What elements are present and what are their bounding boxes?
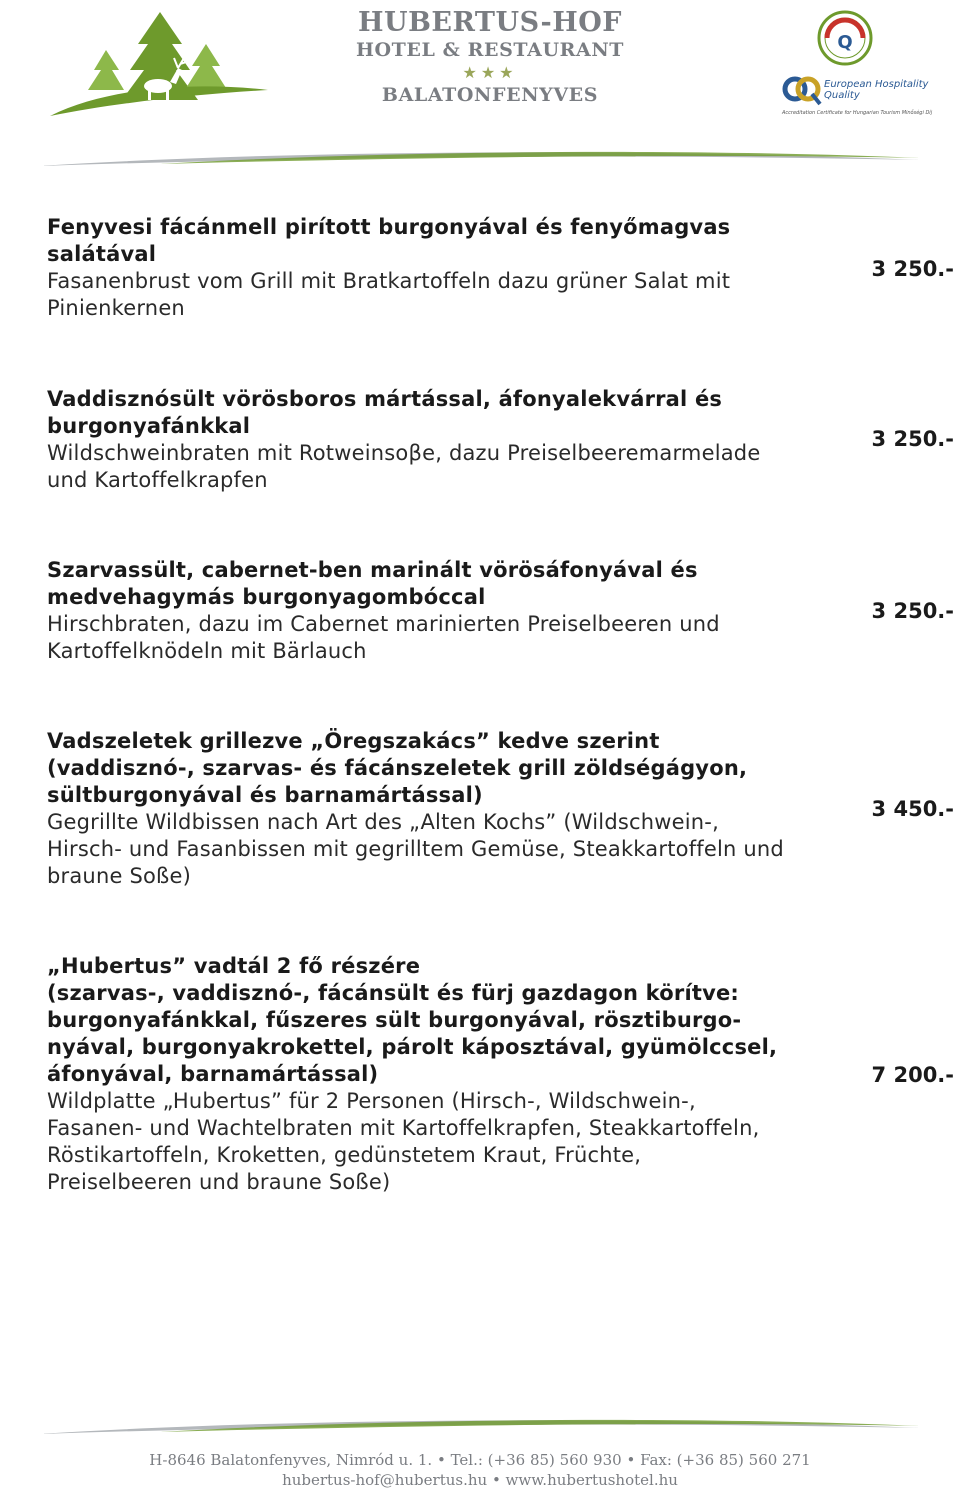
- dish-price: 3 250.-: [871, 257, 954, 281]
- dish-name-de: Hirschbraten, dazu im Cabernet marinierten Preiselbeeren und: [47, 612, 720, 636]
- european-hospitality-quality-badge: [782, 70, 942, 122]
- dish-name-de: Fasanenbrust vom Grill mit Bratkartoffeln dazu grüner Salat mit: [47, 269, 731, 293]
- dish-name-de: und Kartoffelkrapfen: [47, 468, 268, 492]
- dish-name-de: Wildplatte „Hubertus” für 2 Personen (Hirsch-, Wildschwein-,: [47, 1089, 696, 1113]
- forest-deer-logo: [40, 4, 280, 124]
- menu-item: [47, 953, 847, 1196]
- page-footer: [0, 1400, 960, 1494]
- web-contact-line[interactable]: hubertus-hof@hubertus.hu • www.hubertushotel.hu: [282, 1471, 678, 1489]
- dish-name-de: Hirsch- und Fasanbissen mit gegrilltem Gemüse, Steakkartoffeln und: [47, 837, 784, 861]
- dish-name-hu: salátával: [47, 242, 157, 266]
- dish-name-hu: Vadszeletek grillezve „Öregszakács” kedve szerint: [47, 729, 660, 753]
- dish-name-de: braune Soße): [47, 864, 191, 888]
- dish-name-hu: (vaddisznó-, szarvas- és fácánszeletek grill zöldségágyon,: [47, 756, 748, 780]
- svg-text:Q: Q: [837, 32, 853, 53]
- dish-name-de: Wildschweinbraten mit Rotweinsoβe, dazu Preiselbeeremarmelade: [47, 441, 761, 465]
- menu-item: [47, 728, 847, 890]
- dish-name-hu: burgonyafánkkal, fűszeres sült burgonyával, rösztiburgo-: [47, 1008, 742, 1032]
- dish-name-de: Fasanen- und Wachtelbraten mit Kartoffelkrapfen, Steakkartoffeln,: [47, 1116, 760, 1140]
- dish-name-hu: Vaddisznósült vörösboros mártással, áfonyalekvárral és: [47, 387, 723, 411]
- menu-item: [47, 214, 847, 322]
- qq-icon: [782, 70, 822, 108]
- dish-name-de: Kartoffelknödeln mit Bärlauch: [47, 639, 367, 663]
- dish-name-de: Röstikartoffeln, Kroketten, gedünstetem Kraut, Früchte,: [47, 1143, 642, 1167]
- dish-name-de: Preiselbeeren und braune Soße): [47, 1170, 391, 1194]
- page-header: [0, 0, 960, 175]
- dish-name-hu: „Hubertus” vadtál 2 fő részére: [47, 954, 421, 978]
- dish-name-hu: áfonyával, barnamártással): [47, 1062, 379, 1086]
- hungarian-quality-seal-icon: [805, 8, 895, 68]
- brand-subtitle: HOTEL & RESTAURANT: [355, 39, 625, 61]
- contact-info: [0, 1450, 960, 1490]
- dish-name-hu: Fenyvesi fácánmell pirított burgonyával és fenyőmagvas: [47, 215, 731, 239]
- brand-name: HUBERTUS-HOF: [358, 7, 622, 38]
- dish-name-de: Gegrillte Wildbissen nach Art des „Alten Kochs” (Wildschwein-,: [47, 810, 719, 834]
- brand-wordmark: [355, 8, 625, 106]
- hotel-stars: ★★★: [462, 63, 518, 82]
- dish-name-hu: nyával, burgonyakrokettel, párolt káposztával, gyümölccsel,: [47, 1035, 778, 1059]
- dish-price: 7 200.-: [871, 1063, 954, 1087]
- brand-location: BALATONFENYVES: [381, 84, 599, 106]
- dish-name-de: Pinienkernen: [47, 296, 185, 320]
- menu-item: [47, 386, 847, 494]
- dish-price: 3 450.-: [871, 797, 954, 821]
- menu-item: [47, 557, 847, 665]
- bottom-divider: [40, 1412, 920, 1436]
- dish-price: 3 250.-: [871, 599, 954, 623]
- dish-name-hu: burgonyafánkkal: [47, 414, 251, 438]
- dish-name-hu: sültburgonyával és barnamártással): [47, 783, 483, 807]
- dish-name-hu: Szarvassült, cabernet-ben marinált vörösáfonyával és: [47, 558, 698, 582]
- dish-price: 3 250.-: [871, 427, 954, 451]
- dish-name-hu: (szarvas-, vaddisznó-, fácánsült és fürj gazdagon körítve:: [47, 981, 740, 1005]
- dish-name-hu: medvehagymás burgonyagombóccal: [47, 585, 486, 609]
- badge-label: European Hospitality Quality: [824, 79, 929, 101]
- badge-fine-print: Accreditation Certificate for Hungarian Tourism Minőségi Díj: [782, 110, 933, 116]
- top-divider: [40, 144, 920, 168]
- address-line: H-8646 Balatonfenyves, Nimród u. 1. • Tel.: (+36 85) 560 930 • Fax: (+36 85) 560 271: [149, 1451, 811, 1469]
